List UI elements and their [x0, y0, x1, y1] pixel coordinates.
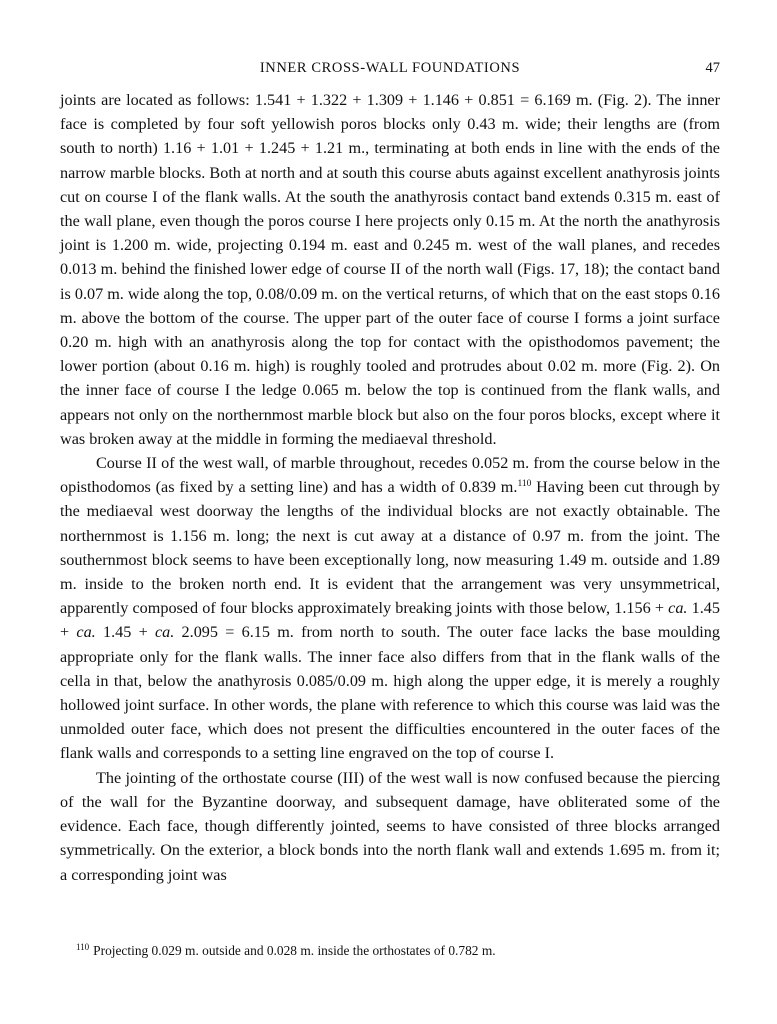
italic-text: ca.: [154, 623, 175, 642]
text-segment: Course II of the west wall, of marble throughout, recedes 0.052 m. from the course below in the opisthodomos (as fixed by a setting line) and has a width of 0.839 m.: [60, 454, 720, 497]
italic-text: ca.: [668, 599, 688, 618]
text-segment: 2.095 = 6.15 m. from north to south. The outer face lacks the base moulding appropriate only for the flank walls. The inner face also differs from that in the flank walls of the cella in that, below the anathyrosis 0.085/0.09 m. high along the upper edge, it is merely a roughly hollowed joint surface. In other words, the plane with reference to which this course was laid was the unmolded outer face, which does not present the difficulties encountered in the outer faces of the flank walls and corresponds to a setting line engraved on the top of course I.: [60, 623, 720, 763]
paragraph: [60, 88, 720, 451]
page-number: 47: [705, 60, 720, 76]
footnote-text: Projecting 0.029 m. outside and 0.028 m. inside the orthostates of 0.782 m.: [93, 943, 496, 958]
text-segment: joints are located as follows: 1.541 + 1.322 + 1.309 + 1.146 + 0.851 = 6.169 m. (Fig. 2). The inner face is completed by four soft yellowish poros blocks only 0.43 m. wide; their lengths are (from south to north) 1.16 + 1.01 + 1.245 + 1.21 m., terminating at both ends in line with the ends of the narrow marble blocks. Both at north and at south this course abuts against excellent anathyrosis joints cut on course I of the flank walls. At the south the anathyrosis contact band extends 0.315 m. east of the wall plane, even though the poros course I here projects only 0.15 m. At the north the anathyrosis joint is 1.200 m. wide, projecting 0.194 m. east and 0.245 m. west of the wall planes, and recedes 0.013 m. behind the finished lower edge of course II of the north wall (Figs. 17, 18); the contact band is 0.07 m. wide along the top, 0.08/0.09 m. on the vertical returns, of which that on the east stops 0.16 m. above the bottom of the course. The upper part of the outer face of course I forms a joint surface 0.20 m. high with an anathyrosis along the top for contact with the opisthodomos pavement; the lower portion (about 0.16 m. high) is roughly tooled and protrudes about 0.02 m. more (Fig. 2). On the inner face of course I the ledge 0.065 m. below the top is continued from the flank walls, and appears not only on the northernmost marble block but also on the four poros blocks, except where it was broken away at the middle in forming the mediaeval threshold.: [60, 91, 720, 448]
footnote: [76, 942, 720, 960]
paragraph: [60, 451, 720, 766]
footnote-number: 110: [76, 942, 90, 952]
text-segment: 1.45 +: [95, 623, 155, 642]
body-text: [60, 88, 720, 887]
italic-text: ca.: [76, 623, 96, 642]
text-segment: The jointing of the orthostate course (III) of the west wall is now confused because the piercing of the wall for the Byzantine doorway, and subsequent damage, have obliterated some of the evidence. Each face, though differently jointed, seems to have consisted of three blocks arranged symmetrically. On the exterior, a block bonds into the north flank wall and extends 1.695 m. from it; a corresponding joint was: [60, 768, 720, 884]
chapter-title: INNER CROSS-WALL FOUNDATIONS: [259, 60, 521, 76]
text-segment: Having been cut through by the mediaeval west doorway the lengths of the individual blocks are not exactly obtainable. The northernmost is 1.156 m. long; the next is cut away at a distance of 0.97 m. from the joint. The southernmost block seems to have been exceptionally long, now measuring 1.49 m. outside and 1.89 m. inside to the broken north end. It is evident that the arrangement was very unsymmetrical, apparently composed of four blocks approximately breaking joints with those below, 1.156 +: [60, 478, 720, 618]
running-head: [60, 60, 720, 77]
text-segment: 1.45 +: [60, 599, 720, 642]
paragraph: [60, 766, 720, 887]
footnote-reference: 110: [517, 479, 532, 490]
